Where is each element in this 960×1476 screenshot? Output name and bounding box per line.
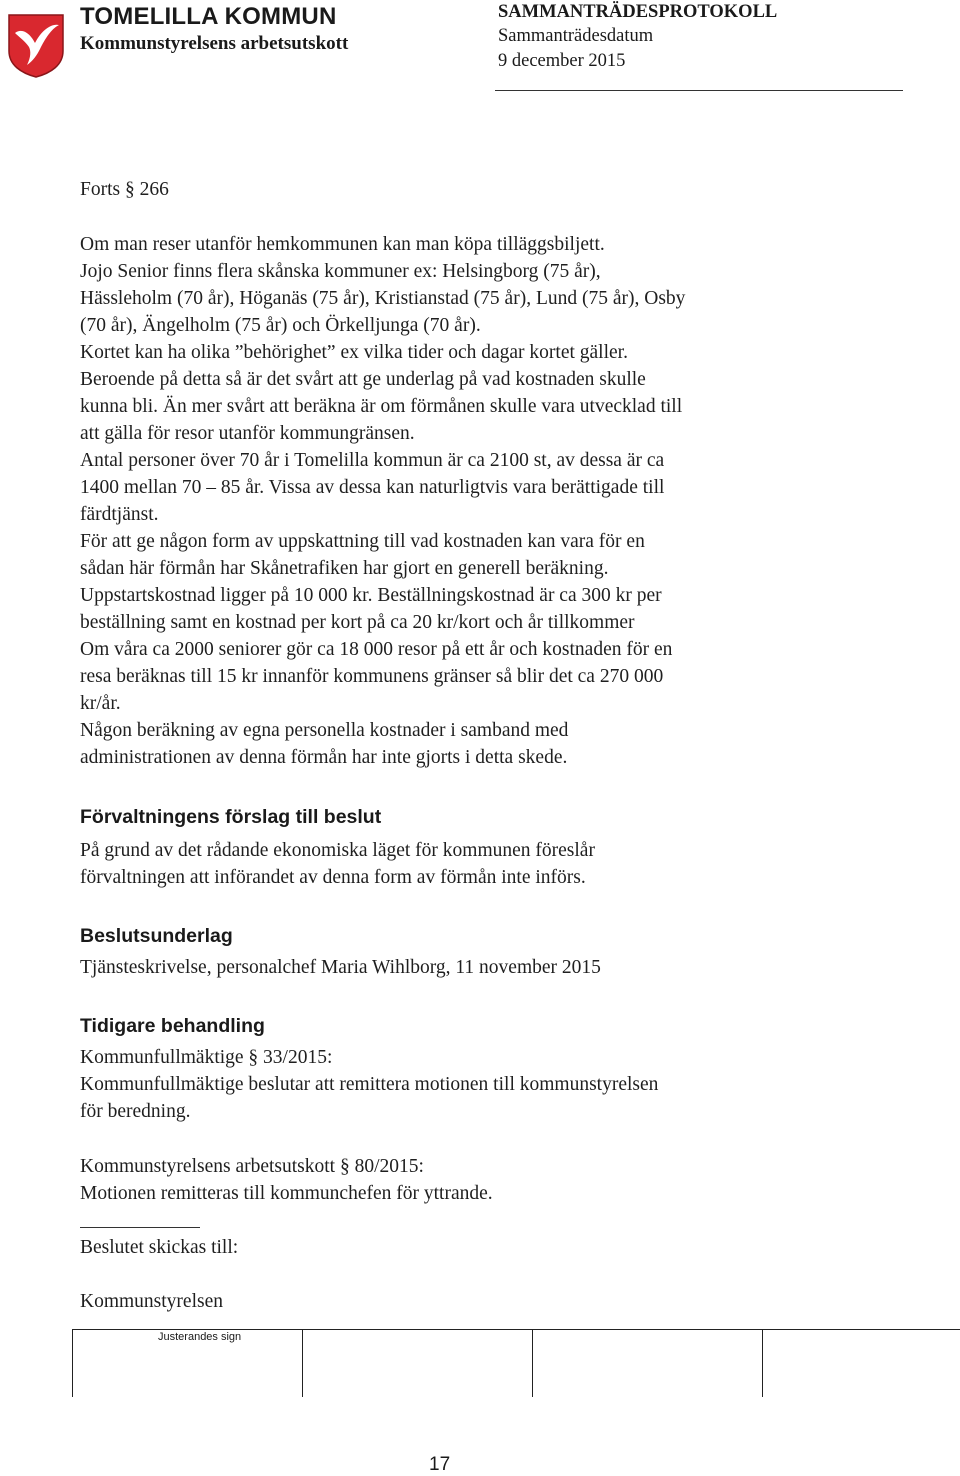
proposal-text: På grund av det rådande ekonomiska läget för kommunen föreslår förvaltningen att införandet av denna form av förmån inte införs. <box>80 840 595 888</box>
organization-name: TOMELILLA KOMMUN <box>80 3 337 30</box>
document-type: SAMMANTRÄDESPROTOKOLL <box>498 2 778 22</box>
header-divider <box>495 90 903 91</box>
history-text-council: Kommunfullmäktige § 33/2015: Kommunfullmäktige beslutar att remittera motionen till kommunstyrelsen för beredning. <box>80 1047 659 1122</box>
municipal-coat-of-arms-icon <box>7 13 65 79</box>
basis-heading: Beslutsunderlag <box>80 925 233 947</box>
proposal-heading: Förvaltningens förslag till beslut <box>80 806 382 828</box>
meeting-date-label: Sammanträdesdatum <box>498 26 654 46</box>
history-text-committee: Kommunstyrelsens arbetsutskott § 80/2015: Motionen remitteras till kommunchefen för yttrande. <box>80 1156 493 1204</box>
main-paragraph: Om man reser utanför hemkommunen kan man köpa tilläggsbiljett. Jojo Senior finns flera skånska kommuner ex: Helsingborg (75 år), Hässleholm (70 år), Höganäs (75 år), Kristianstad (75 år), Lund (75 år), Osby (70 år), Ängelholm (75 år) och Örkelljunga (70 år). Kortet kan ha olika ”behörighet” ex vilka tider och dagar kortet gäller. Beroende på detta så är det svårt att ge underlag på vad kostnaden skulle kunna bli. Än mer svårt att beräkna är om förmånen skulle vara utvecklad till att gälla för resor utanför kommungränsen. Antal personer över 70 år i Tomelilla kommun är ca 2100 st, av dessa är ca 1400 mellan 70 – 85 år. Vissa av dessa kan naturligtvis vara berättigade till färdtjänst. För att ge någon form av uppskattning till vad kostnaden kan vara för en sådan här förmån har Skånetrafiken har gjort en generell beräkning. Uppstartskostnad ligger på 10 000 kr. Beställningskostnad är ca 300 kr per beställning samt en kostnad per kort på ca 20 kr/kort och år tillkommer Om våra ca 2000 seniorer gör ca 18 000 resor på ett år och kostnaden för en resa beräknas till 15 kr innanför kommunens gränser så blir det ca 270 000 kr/år. Någon beräkning av egna personella kostnader i samband med administrationen av denna förmån har inte gjorts i detta skede. <box>80 234 686 768</box>
signature-label: Justerandes sign <box>158 1331 242 1343</box>
signature-separator <box>80 1227 200 1228</box>
sent-to-recipient: Kommunstyrelsen <box>80 1291 223 1312</box>
page-number: 17 <box>429 1454 451 1475</box>
signature-box-divider <box>762 1329 763 1397</box>
sent-to-label: Beslutet skickas till: <box>80 1237 239 1258</box>
organization-unit: Kommunstyrelsens arbetsutskott <box>80 33 349 54</box>
basis-text: Tjänsteskrivelse, personalchef Maria Wihlborg, 11 november 2015 <box>80 957 601 978</box>
section-reference: Forts § 266 <box>80 179 169 200</box>
signature-box-divider <box>302 1329 303 1397</box>
signature-box-divider <box>532 1329 533 1397</box>
meeting-date-value: 9 december 2015 <box>498 51 626 71</box>
history-heading: Tidigare behandling <box>80 1015 265 1037</box>
signature-box-divider <box>72 1329 73 1397</box>
